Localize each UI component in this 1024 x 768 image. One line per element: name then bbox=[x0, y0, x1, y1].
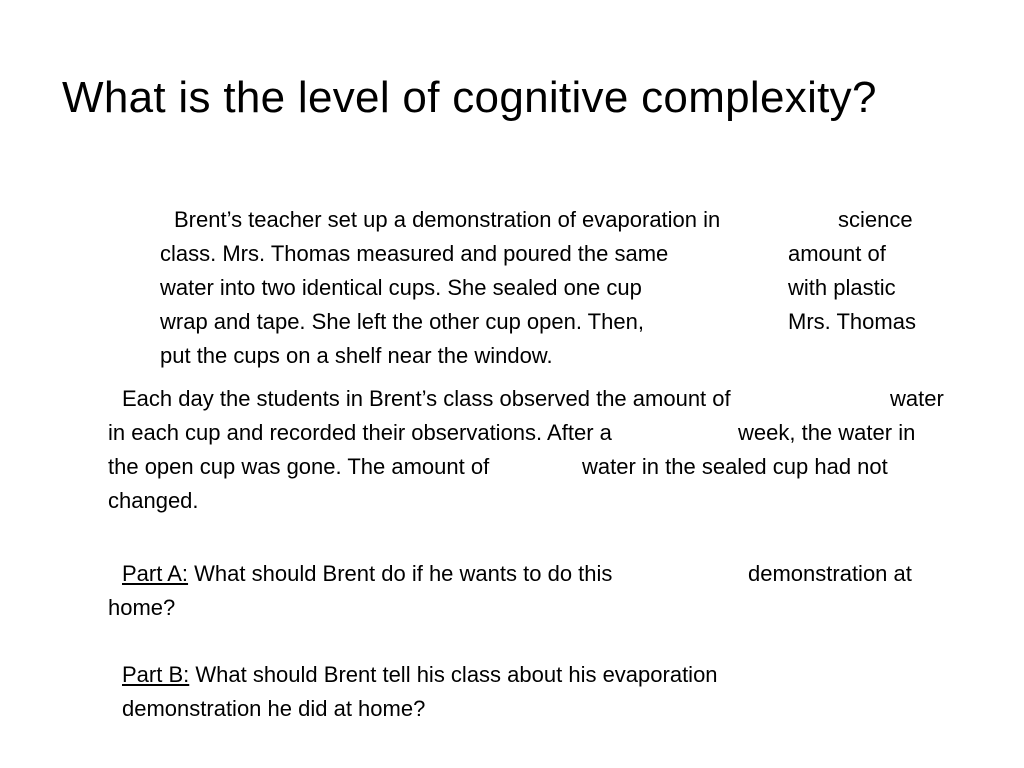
story-line bbox=[108, 416, 916, 450]
story-line bbox=[160, 305, 916, 339]
story-line bbox=[160, 271, 896, 305]
story-line-text: Brent’s teacher set up a demonstration of evaporation in bbox=[174, 207, 721, 232]
story-line-text: wrap and tape. She left the other cup open. Then, bbox=[160, 309, 644, 334]
story-line-text: changed. bbox=[108, 488, 199, 513]
question-line bbox=[122, 557, 912, 591]
question-line bbox=[122, 658, 718, 692]
story-line-text: Mrs. Thomas bbox=[788, 309, 916, 334]
question-text: home? bbox=[108, 595, 176, 620]
story-line bbox=[122, 382, 944, 416]
story-line-text: water in the sealed cup had not bbox=[582, 454, 888, 479]
story-line-text: the open cup was gone. The amount of bbox=[108, 454, 490, 479]
question-line bbox=[122, 692, 425, 726]
question-text: demonstration he did at home? bbox=[122, 696, 426, 721]
part-b-label: Part B: bbox=[122, 662, 190, 687]
story-line bbox=[108, 450, 888, 484]
story-line bbox=[108, 484, 199, 518]
story-line-text: with plastic bbox=[788, 275, 896, 300]
question-line bbox=[108, 591, 175, 625]
story-line-text: class. Mrs. Thomas measured and poured the same bbox=[160, 241, 669, 266]
story-line-text: in each cup and recorded their observations. After a bbox=[108, 420, 612, 445]
story-line-text: water into two identical cups. She sealed one cup bbox=[160, 275, 642, 300]
story-line-text: water bbox=[890, 386, 944, 411]
story-line-text: week, the water in bbox=[738, 420, 916, 445]
part-a-label: Part A: bbox=[122, 561, 189, 586]
story-line-text: amount of bbox=[788, 241, 886, 266]
story-line bbox=[160, 237, 886, 271]
question-text: What should Brent do if he wants to do this bbox=[188, 561, 613, 586]
story-line bbox=[174, 203, 913, 237]
slide-title: What is the level of cognitive complexity? bbox=[62, 73, 877, 122]
story-line-text: put the cups on a shelf near the window. bbox=[160, 343, 553, 368]
story-line-text: Each day the students in Brent’s class observed the amount of bbox=[122, 386, 731, 411]
story-line bbox=[160, 339, 553, 373]
question-text: What should Brent tell his class about his evaporation bbox=[189, 662, 718, 687]
story-line-text: science bbox=[838, 207, 913, 232]
question-text: demonstration at bbox=[748, 561, 912, 586]
